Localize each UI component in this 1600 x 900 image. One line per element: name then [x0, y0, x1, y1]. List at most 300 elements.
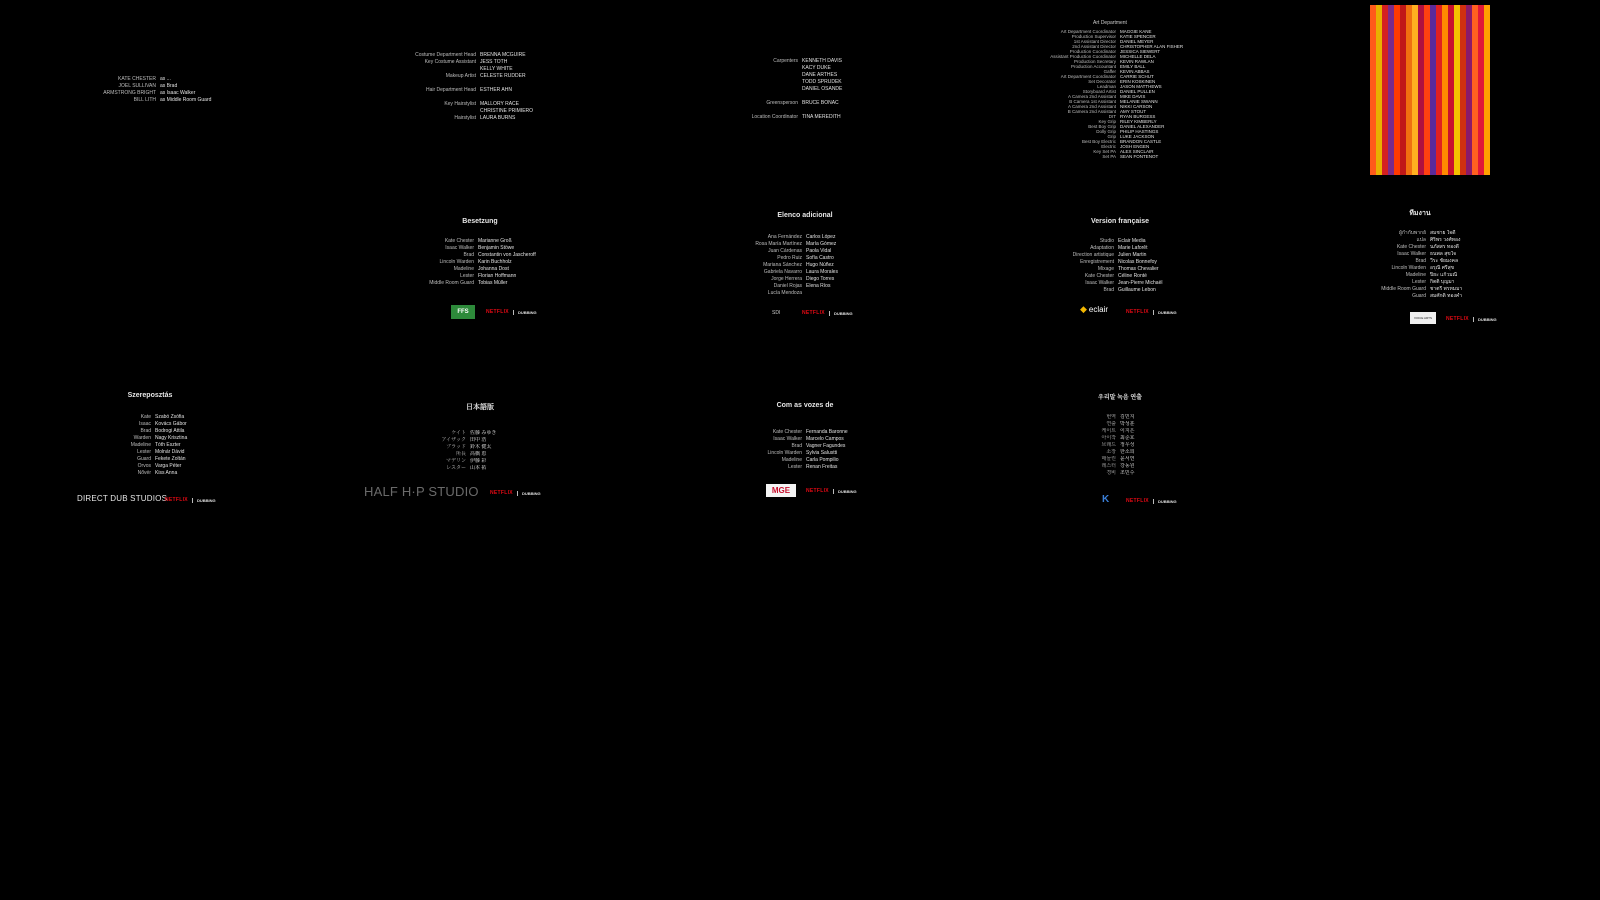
cast-top-rows — [100, 76, 225, 104]
credit-role: Orvos — [137, 463, 151, 469]
credit-row — [100, 97, 225, 104]
crew-panel-a — [400, 52, 550, 132]
credit-name: Hugo Núñez — [806, 262, 834, 268]
credit-name: 박성훈 — [1120, 421, 1135, 427]
credit-role: Production Accountant — [1070, 64, 1116, 69]
credit-row — [1040, 435, 1200, 442]
credit-name: Benjamin Stöwe — [478, 245, 515, 251]
credit-row — [75, 414, 225, 421]
credit-role: ブラッド — [446, 444, 466, 450]
credit-name: 윤서연 — [1120, 456, 1135, 462]
credit-name: Fekete Zoltán — [155, 456, 186, 462]
spanish-rows — [730, 234, 880, 297]
divider — [192, 498, 193, 503]
stripe — [1484, 5, 1490, 175]
netflix-dubbing-logo — [806, 488, 857, 494]
credit-row — [730, 276, 880, 283]
credit-name — [802, 107, 880, 114]
korean-rows — [1040, 414, 1200, 477]
credit-role: Art Department Coordinator — [1060, 74, 1116, 79]
credit-name: MIKE DAVIS — [1120, 94, 1146, 99]
credit-role: Best Boy Grip — [1088, 124, 1116, 129]
credit-name: TINA MEREDITH — [802, 114, 841, 120]
portuguese-credits-panel — [730, 402, 880, 502]
netflix-dubbing-logo — [486, 309, 537, 315]
credit-name: 山本 拓 — [470, 465, 487, 471]
credit-row — [400, 87, 550, 94]
credit-role: Enregistrement — [1080, 259, 1114, 265]
credit-role: Studio — [1099, 238, 1114, 244]
credit-name: as ... — [160, 76, 171, 82]
dubbing-label: DUBBING — [1477, 316, 1497, 322]
credit-role: Costume Department Head — [415, 52, 476, 58]
credit-row — [1040, 421, 1200, 428]
credit-name: as Isaac Walker — [160, 90, 196, 96]
credit-row — [720, 65, 880, 72]
dubbing-label: DUBBING — [196, 497, 216, 503]
credit-name: Renan Freitas — [806, 464, 838, 470]
credit-row — [730, 234, 880, 241]
divider — [829, 311, 830, 316]
credit-name: KATIE SPENCER — [1120, 34, 1156, 39]
french-rows — [1040, 238, 1200, 294]
credit-name: CELESTE RUDDER — [480, 73, 526, 79]
credit-name: as Brad — [160, 83, 178, 89]
credit-name: Florian Hoffmann — [478, 273, 517, 279]
credit-role: Lucía Mendoza — [767, 290, 802, 296]
credit-role: 연출 — [1106, 421, 1116, 427]
credit-row — [1370, 265, 1490, 272]
credit-row — [1040, 449, 1200, 456]
credit-name: Sylvia Salustti — [806, 450, 838, 456]
credit-role: 매들린 — [1101, 456, 1116, 462]
credit-role — [400, 108, 480, 115]
netflix-dubbing-logo — [1446, 316, 1497, 322]
credit-row — [720, 58, 880, 65]
credit-row — [1040, 470, 1200, 477]
credit-name: Laura Morales — [806, 269, 838, 275]
credit-role: Nővér — [137, 470, 151, 476]
credit-name: 최준호 — [1120, 435, 1135, 441]
credit-row — [400, 73, 550, 80]
credit-role: アイザック — [441, 437, 466, 443]
eclair-logo — [1080, 304, 1108, 315]
credit-row — [730, 457, 880, 464]
credit-row — [730, 436, 880, 443]
credit-row — [1040, 287, 1200, 294]
credit-role: Key Hairstylist — [444, 101, 476, 107]
credit-name: Sofía Castro — [806, 255, 834, 261]
credit-name: Thomas Chevalier — [1118, 266, 1159, 272]
credit-row — [400, 108, 550, 115]
credit-row — [400, 66, 550, 73]
credit-name: Jean-Pierre Michaël — [1118, 280, 1163, 286]
credit-role: Isaac — [139, 421, 151, 427]
credit-name: Paola Vidal — [806, 248, 832, 254]
credit-name: Marianne Groß — [478, 238, 512, 244]
credit-role — [400, 80, 480, 87]
credit-row — [1040, 273, 1200, 280]
credit-role: Lincoln Warden — [767, 450, 802, 456]
credit-name: Kovács Gábor — [155, 421, 187, 427]
credit-row — [1040, 280, 1200, 287]
credit-role: Brad — [1103, 287, 1114, 293]
netflix-wordmark: NETFLIX — [806, 488, 829, 494]
credit-name: Carlos López — [806, 234, 836, 240]
portuguese-title: Com as vozes de — [776, 402, 834, 409]
credit-role: Hairstylist — [454, 115, 476, 121]
credit-name: Kiss Anna — [155, 470, 178, 476]
credit-name: CHRISTINE PRIMIERO — [480, 108, 534, 114]
credit-name: Johanna Dost — [478, 266, 509, 272]
credit-name — [802, 93, 880, 100]
credit-role: Key Grip — [1098, 119, 1116, 124]
credit-role: Ana Fernández — [767, 234, 802, 240]
credit-name: MELANIE SWANN — [1120, 99, 1158, 104]
credit-name: BRANDON CASTLE — [1120, 139, 1162, 144]
credit-row — [720, 79, 880, 86]
credit-role — [720, 86, 802, 93]
credit-role: Brad — [1415, 258, 1426, 264]
thai-rows — [1370, 230, 1490, 300]
color-stripes-image — [1370, 5, 1490, 175]
credit-row — [1370, 272, 1490, 279]
credit-role: Electric — [1101, 144, 1116, 149]
credit-name: TODD SPRUDEK — [802, 79, 842, 85]
portuguese-rows — [730, 429, 880, 471]
divider — [833, 489, 834, 494]
credit-role: Jorge Herrera — [771, 276, 802, 282]
credit-name: 김민지 — [1120, 414, 1135, 420]
credit-role: Madeline — [1405, 272, 1426, 278]
crew-b-rows — [720, 58, 880, 121]
credit-name: Varga Péter — [155, 463, 182, 469]
credit-name: Vagner Fagundes — [806, 443, 846, 449]
credit-role: DIT — [1108, 114, 1116, 119]
credit-role: Isaac Walker — [1085, 280, 1114, 286]
credit-role: Brad — [791, 443, 802, 449]
credit-role — [720, 65, 802, 72]
credit-role: Madeline — [781, 457, 802, 463]
crew-c-title: Art Department — [1093, 20, 1127, 26]
credit-row — [420, 259, 540, 266]
divider — [517, 491, 518, 496]
credit-role: Makeup Artist — [445, 73, 476, 79]
netflix-dubbing-logo — [165, 497, 216, 503]
credit-name: KACY DUKE — [802, 65, 831, 71]
credit-role: Middle Room Guard — [429, 280, 474, 286]
credit-row — [420, 280, 540, 287]
credit-name: Nagy Krisztina — [155, 435, 188, 441]
credit-row — [1010, 154, 1210, 159]
credit-name: 한소희 — [1120, 449, 1135, 455]
spanish-credits-panel — [730, 212, 880, 332]
netflix-wordmark: NETFLIX — [1126, 309, 1149, 315]
spanish-title: Elenco adicional — [777, 212, 833, 219]
credit-role: 2nd Assistant Director — [1072, 44, 1116, 49]
credit-row — [410, 444, 540, 451]
credit-role — [720, 72, 802, 79]
credit-role — [400, 94, 480, 101]
credit-name: LAURA BURNS — [480, 115, 516, 121]
credit-name: Céline Ronté — [1118, 273, 1147, 279]
credit-role: Kate Chester — [1396, 244, 1426, 250]
credit-row — [75, 449, 225, 456]
credit-role — [720, 93, 802, 100]
credit-row — [75, 470, 225, 477]
credit-row — [75, 463, 225, 470]
credit-name: Karin Buchholz — [478, 259, 512, 265]
credit-name: Fernanda Baronne — [806, 429, 848, 435]
thai-credits-panel — [1370, 208, 1500, 333]
french-credits-panel — [1040, 218, 1200, 323]
credit-name: LUKE JACKSON — [1120, 134, 1155, 139]
credit-name: KELLY WHITE — [480, 66, 513, 72]
divider — [513, 310, 514, 315]
credit-role: Assistant Production Coordinator — [1050, 54, 1116, 59]
japanese-title: 日本語版 — [466, 404, 494, 411]
hungarian-title: Szereposztás — [127, 392, 173, 399]
credit-role: Set PA — [1102, 154, 1116, 159]
credit-role: Lincoln Warden — [1391, 265, 1426, 271]
credit-role: Brad — [140, 428, 151, 434]
credit-name: Tobias Müller — [478, 280, 508, 286]
credit-name: Eclair Media — [1118, 238, 1146, 244]
direct-dub-studios-logo: DIRECT DUB STUDIOS — [77, 494, 168, 503]
credit-name: 高橋 恵 — [470, 451, 487, 457]
credit-name: 佐藤 みゆき — [470, 430, 497, 436]
credit-row — [730, 429, 880, 436]
credit-row — [410, 430, 540, 437]
credit-name: María Gómez — [806, 241, 837, 247]
credit-role: Middle Room Guard — [1381, 286, 1426, 292]
korean-studio-logo: K — [1102, 494, 1110, 505]
netflix-dubbing-logo — [1126, 309, 1177, 315]
credit-row — [720, 72, 880, 79]
credit-name: DANIEL ALEXANDER — [1120, 124, 1165, 129]
credit-name: ชาตรี พรหมมา — [1430, 286, 1463, 292]
credit-name: JESS TOTH — [480, 59, 508, 65]
credit-name: Szabó Zsófia — [155, 414, 185, 420]
credit-row — [730, 464, 880, 471]
credit-role: A Camera 2nd Assistant — [1067, 104, 1116, 109]
credit-role: KATE CHESTER — [118, 76, 156, 82]
credit-name: ERIN KOSKINEN — [1120, 79, 1156, 84]
credit-row — [1370, 293, 1490, 300]
credit-role — [400, 66, 480, 73]
credit-row — [1040, 259, 1200, 266]
credit-row — [1370, 258, 1490, 265]
credit-name: KENNETH DAVIS — [802, 58, 842, 64]
credit-role: Direction artistique — [1072, 252, 1114, 258]
credit-role — [720, 79, 802, 86]
credit-row — [400, 94, 550, 101]
credit-name: CARRIE SCHUT — [1120, 74, 1154, 79]
credit-name: MAGGIE KANE — [1120, 29, 1152, 34]
credit-role: Kate Chester — [1084, 273, 1114, 279]
credit-name: ธนพล สุขใจ — [1430, 251, 1457, 257]
eclair-wordmark: eclair — [1088, 305, 1109, 314]
voice-arts-logo: VOICE ARTS — [1410, 312, 1436, 324]
credit-role: 레스터 — [1101, 463, 1116, 469]
credit-role: Production Coordinator — [1069, 49, 1116, 54]
dubbing-label: DUBBING — [521, 490, 541, 496]
credit-row — [730, 443, 880, 450]
credit-name: DANIEL PULLEN — [1120, 89, 1155, 94]
credit-name: ปิยะ แก้วมณี — [1430, 272, 1458, 278]
credit-name: 강동원 — [1120, 463, 1135, 469]
credit-role: Kate Chester — [444, 238, 474, 244]
credit-row — [420, 238, 540, 245]
credit-name: DANIEL OSANDE — [802, 86, 843, 92]
credit-name: Molnár Dávid — [155, 449, 185, 455]
divider — [1153, 310, 1154, 315]
credit-name: สมชาย ใจดี — [1430, 230, 1456, 236]
credit-row — [75, 435, 225, 442]
credit-row — [420, 252, 540, 259]
credit-name: Elena Ríos — [806, 283, 831, 289]
divider — [1153, 499, 1154, 504]
netflix-dubbing-logo — [490, 490, 541, 496]
credit-name: กิตติ บุญมา — [1430, 279, 1455, 285]
credit-name — [480, 94, 550, 101]
credit-role: 번역 — [1106, 414, 1116, 420]
credit-name: อรุณี ศรีสุข — [1430, 265, 1455, 271]
credit-name: JASON MATTHEWS — [1120, 84, 1162, 89]
credit-role: Lester — [460, 273, 474, 279]
credit-role: Kate Chester — [772, 429, 802, 435]
credit-role: Lester — [1412, 279, 1426, 285]
credit-name: DANE ARTHES — [802, 72, 838, 78]
credit-row — [400, 59, 550, 66]
credit-row — [410, 437, 540, 444]
netflix-wordmark: NETFLIX — [802, 310, 825, 316]
credit-role: ケイト — [451, 430, 466, 436]
credit-role: Production Supervisor — [1071, 34, 1116, 39]
credit-name: NIKKI CARSON — [1120, 104, 1153, 109]
credit-name: ศิริพร วงศ์ทอง — [1430, 237, 1461, 243]
credit-name: AMY STOUT — [1120, 109, 1147, 114]
netflix-dubbing-logo — [1126, 498, 1177, 504]
credit-row — [1040, 463, 1200, 470]
credit-name: นภัสสร ทองดี — [1430, 244, 1459, 250]
credit-role: Kate — [140, 414, 151, 420]
german-title: Besetzung — [462, 218, 498, 225]
credit-role: 경비 — [1106, 470, 1116, 476]
credit-name: Tóth Eszter — [155, 442, 181, 448]
japanese-rows — [410, 430, 540, 472]
credit-name: BRENNA MCGUIRE — [480, 52, 526, 58]
credit-name: 田中 浩 — [470, 437, 487, 443]
credit-role: B Camera 2nd Assistant — [1067, 109, 1116, 114]
credit-name: Guillaume Lebon — [1118, 287, 1156, 293]
credit-row — [730, 255, 880, 262]
credit-name: วีระ ชัยมงคล — [1430, 258, 1459, 264]
credit-role: 케이트 — [1101, 428, 1116, 434]
credit-role: Daniel Rojas — [773, 283, 802, 289]
credit-role: Mariana Sánchez — [763, 262, 802, 268]
credit-row — [1040, 266, 1200, 273]
credit-role: Art Department Coordinator — [1060, 29, 1116, 34]
credit-name: KEVIN RAWLAN — [1120, 59, 1154, 64]
dubbing-label: DUBBING — [1157, 309, 1177, 315]
credit-row — [720, 93, 880, 100]
netflix-wordmark: NETFLIX — [165, 497, 188, 503]
credit-name: 伊藤 彩 — [470, 458, 487, 464]
credit-name — [806, 290, 880, 297]
credit-name: 조민수 — [1120, 470, 1135, 476]
credit-role: Best Boy Electric — [1081, 139, 1116, 144]
credit-name: KEVIN ABBAS — [1120, 69, 1150, 74]
credit-name: MICHELLE DELA — [1120, 54, 1156, 59]
dubbing-label: DUBBING — [517, 309, 537, 315]
credit-role: Set Decorator — [1088, 79, 1116, 84]
netflix-wordmark: NETFLIX — [1126, 498, 1149, 504]
credit-name: JESSICA SIEWERT — [1120, 49, 1161, 54]
credit-row — [1370, 230, 1490, 237]
credit-role: Lincoln Warden — [439, 259, 474, 265]
credit-row — [75, 456, 225, 463]
credit-name: Bodrogi Attila — [155, 428, 185, 434]
credit-row — [730, 241, 880, 248]
credit-role: Madeline — [453, 266, 474, 272]
credit-role: Gabriela Navarro — [763, 269, 802, 275]
credit-role: 브래드 — [1101, 442, 1116, 448]
netflix-wordmark: NETFLIX — [490, 490, 513, 496]
credit-name: 鈴木 健太 — [470, 444, 492, 450]
german-credits-panel — [420, 218, 540, 323]
credit-name: RYAN BURGESS — [1120, 114, 1156, 119]
credit-name: Constantin von Jascheroff — [478, 252, 536, 258]
credit-name: Carla Pompilio — [806, 457, 839, 463]
korean-title: 우리말 녹음 연출 — [1098, 395, 1142, 401]
dubbing-label: DUBBING — [1157, 498, 1177, 504]
crew-c-rows — [1010, 29, 1210, 159]
credit-row — [400, 52, 550, 59]
credit-role: Juan Cárdenas — [768, 248, 802, 254]
credit-row — [410, 458, 540, 465]
credit-row — [1040, 442, 1200, 449]
credit-role: Grip — [1107, 134, 1116, 139]
credit-role: レスター — [446, 465, 466, 471]
credit-row — [420, 245, 540, 252]
credit-row — [100, 76, 225, 83]
credit-role: Rosa María Martínez — [755, 241, 802, 247]
ffs-logo: FFS — [451, 305, 475, 319]
credit-role: Lester — [137, 449, 151, 455]
credit-name — [480, 80, 550, 87]
credit-role — [720, 107, 802, 114]
hungarian-rows — [75, 414, 225, 477]
credit-role: Guard — [137, 456, 151, 462]
crew-panel-b — [720, 58, 880, 128]
credit-row — [730, 248, 880, 255]
credit-row — [730, 450, 880, 457]
divider — [1473, 317, 1474, 322]
hungarian-credits-panel — [75, 392, 225, 512]
credit-role: Madeline — [130, 442, 151, 448]
credit-row — [420, 266, 540, 273]
netflix-wordmark: NETFLIX — [486, 309, 509, 315]
credit-role: Pedro Ruiz — [777, 255, 802, 261]
credit-row — [730, 290, 880, 297]
credit-role: 아이작 — [1101, 435, 1116, 441]
credit-role: Isaac Walker — [773, 436, 802, 442]
credit-role: B Camera 1st Assistant — [1069, 99, 1116, 104]
credit-row — [75, 421, 225, 428]
credit-name: Diego Torres — [806, 276, 835, 282]
credit-name: ESTHER AHN — [480, 87, 512, 93]
